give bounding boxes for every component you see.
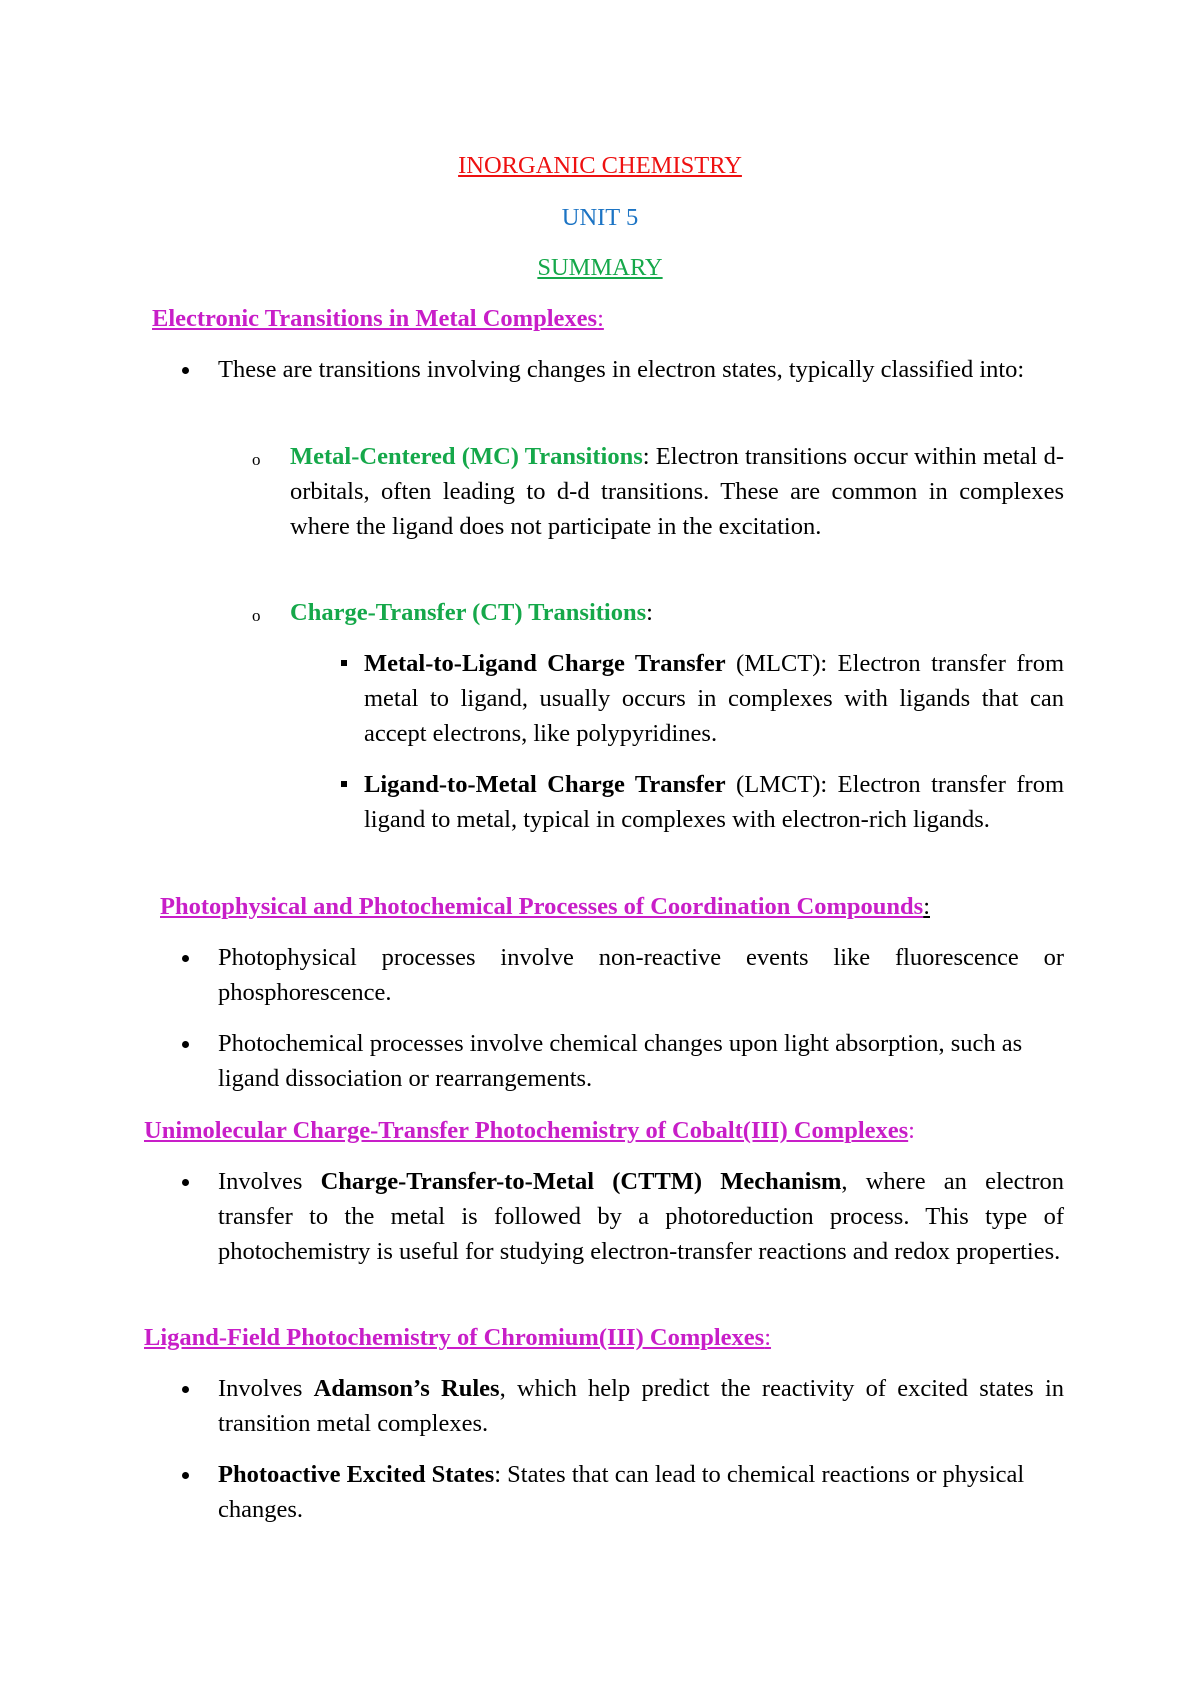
- circle-bullet-icon: o: [252, 450, 261, 469]
- document-title: INORGANIC CHEMISTRY: [458, 152, 742, 179]
- section-heading-photophysical: Photophysical and Photochemical Processes of Coordination Compounds:: [160, 893, 930, 920]
- section-heading-chromium: Ligand-Field Photochemistry of Chromium(III) Complexes:: [144, 1324, 772, 1351]
- paragraph-mlct: Metal-to-Ligand Charge Transfer (MLCT): Electron transfer from metal to ligand, usually occurs in complexes with ligands that can accept electrons, like polypyridines.: [364, 650, 1065, 747]
- paragraph-photochemical: Photochemical processes involve chemical changes upon light absorption, such as ligand dissociation or rearrangements.: [218, 1030, 1023, 1092]
- section-heading-cobalt: Unimolecular Charge-Transfer Photochemistry of Cobalt(III) Complexes:: [144, 1117, 915, 1144]
- square-bullet-icon: [341, 660, 347, 666]
- circle-bullet-icon: o: [252, 606, 261, 625]
- section-heading-electronic-transitions: Electronic Transitions in Metal Complexes:: [152, 305, 604, 332]
- bullet-icon: [182, 955, 189, 962]
- paragraph-ct-transitions: Charge-Transfer (CT) Transitions:: [290, 599, 653, 626]
- bullet-icon: [182, 1179, 189, 1186]
- bullet-icon: [182, 1041, 189, 1048]
- paragraph-adamson: Involves Adamson’s Rules, which help predict the reactivity of excited states in transition metal complexes.: [218, 1375, 1065, 1437]
- unit-label: UNIT 5: [561, 204, 639, 231]
- paragraph-photophysical: Photophysical processes involve non-reactive events like fluorescence or phosphorescence.: [218, 944, 1064, 1006]
- bullet-icon: [182, 1386, 189, 1393]
- bullet-icon: [182, 1472, 189, 1479]
- square-bullet-icon: [341, 781, 347, 787]
- bullet-icon: [182, 367, 189, 374]
- paragraph-cttm: Involves Charge-Transfer-to-Metal (CTTM) Mechanism, where an electron transfer to the metal is followed by a photoreduction process. This type of photochemistry is useful for studying electron-transfer reactions and redox properties.: [218, 1168, 1065, 1265]
- paragraph-lmct: Ligand-to-Metal Charge Transfer (LMCT): Electron transfer from ligand to metal, typical in complexes with electron-rich ligands.: [364, 771, 1065, 833]
- paragraph-transitions-intro: These are transitions involving changes in electron states, typically classified into:: [218, 356, 1025, 383]
- paragraph-mc-transitions: Metal-Centered (MC) Transitions: Electron transitions occur within metal d-orbitals, often leading to d-d transitions. These are common in complexes where the ligand does not participate in the excitation.: [290, 443, 1064, 540]
- paragraph-photoactive-states: Photoactive Excited States: States that can lead to chemical reactions or physical changes.: [218, 1461, 1025, 1523]
- summary-label: SUMMARY: [537, 254, 663, 281]
